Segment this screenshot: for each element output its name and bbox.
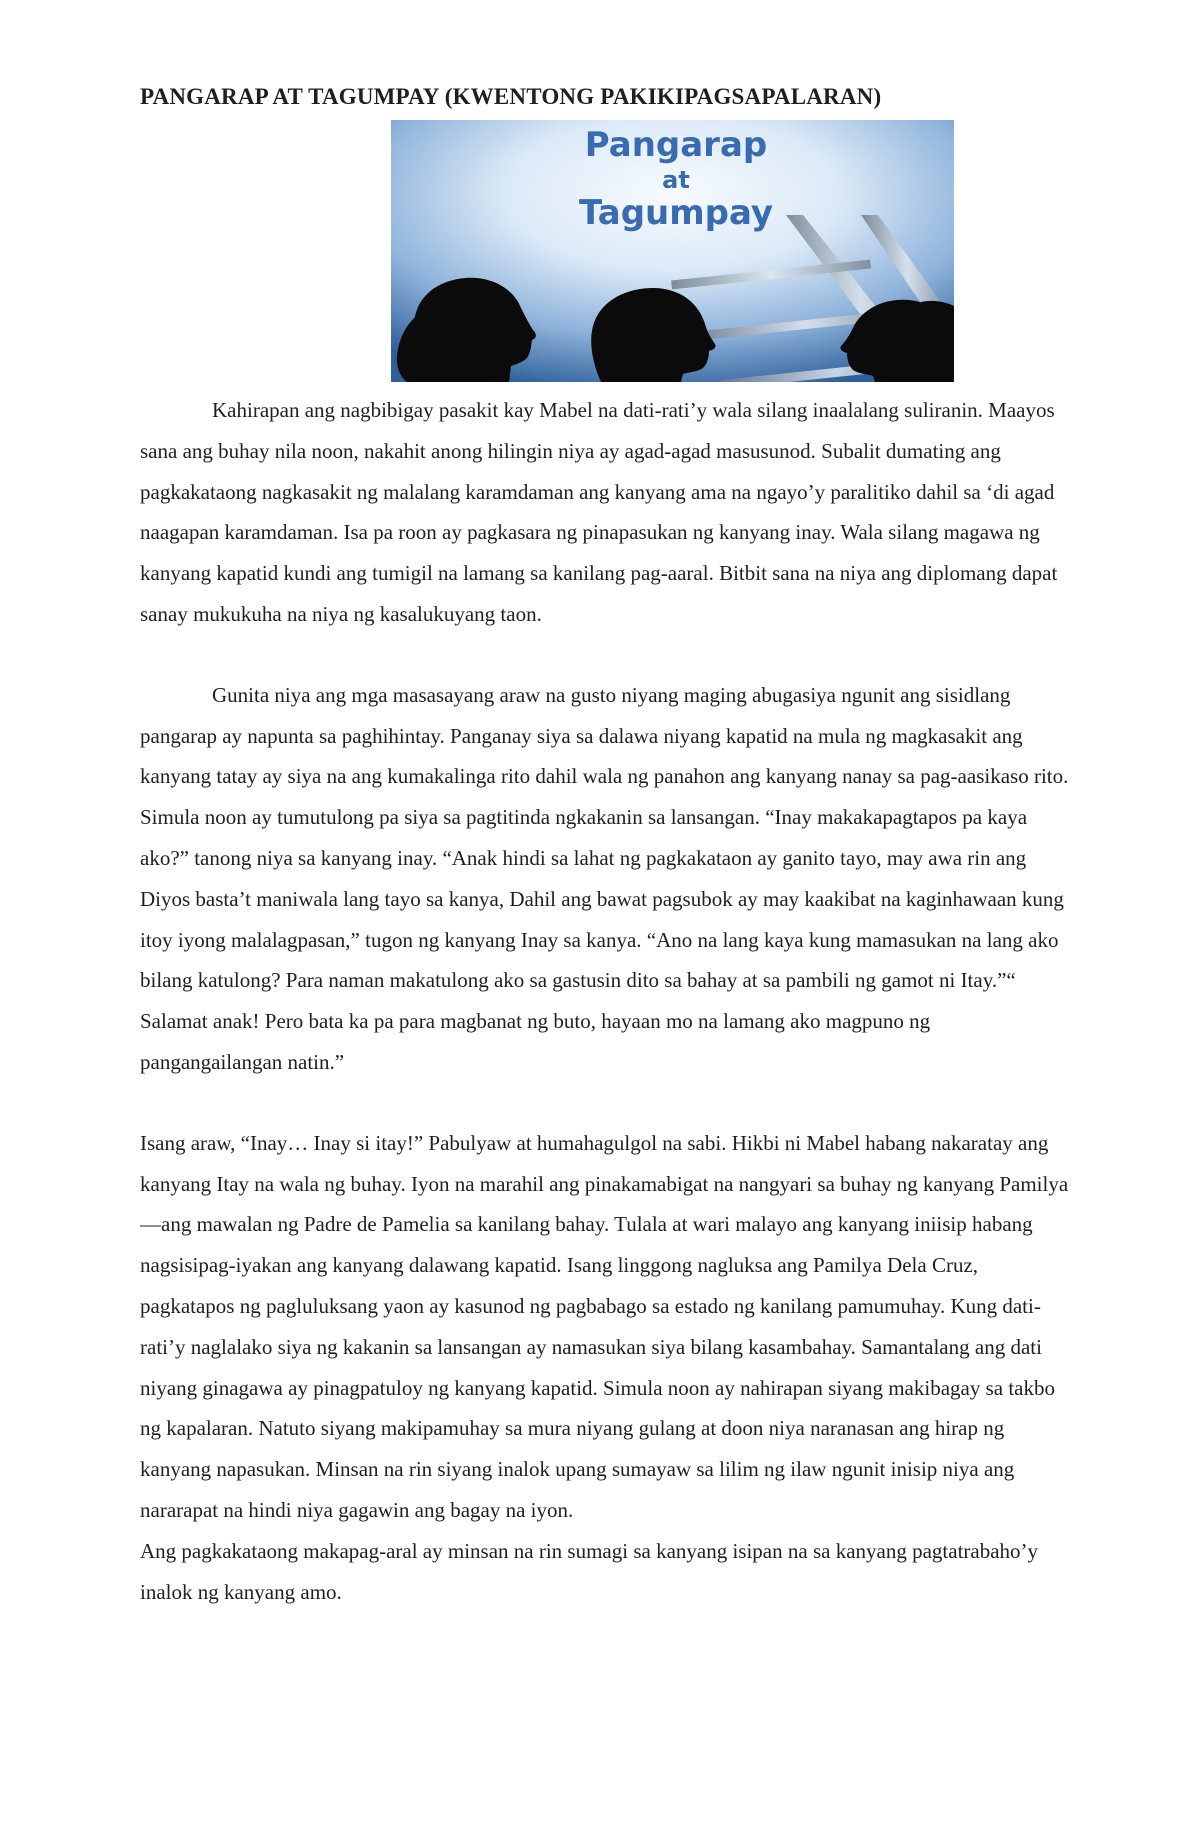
paragraph-3: Isang araw, “Inay… Inay si itay!” Pabulyaw at humahagulgol na sabi. Hikbi ni Mabel habang nakaratay ang kanyang Itay na wala ng buhay. Iyon na marahil ang pinakamabigat na nangyari sa buhay ng kanyang Pamilya—ang mawalan ng Padre de Pamelia sa kanilang bahay. Tulala at wari malayo ang kanyang iniisip habang nagsisipag-iyakan ang kanyang dalawang kapatid. Isang linggong nagluksa ang Pamilya Dela Cruz, pagkatapos ng pagluluksang yaon ay kasunod ng pagbabago sa estado ng kanilang pamumuhay. Kung dati-rati’y naglalako siya ng kakanin sa lansangan ay namasukan siya bilang kasambahay. Samantalang ang dati niyang ginagawa ay pinagpatuloy ng kanyang kapatid. Simula noon ay nahirapan siyang makibagay sa takbo ng kapalaran. Natuto siyang makipamuhay sa mura niyang gulang at doon niya naranasan ang hirap ng kanyang napasukan. Minsan na rin siyang inalok upang sumayaw sa lilim ng ilaw ngunit inisip niya ang nararapat na hindi niya gagawin ang bagay na iyon.: [140, 1130, 1069, 1522]
paragraph-4: Ang pagkakataong makapag-aral ay minsan na rin sumagi sa kanyang isipan na sa kanyang pagtatrabaho’y inalok ng kanyang amo.: [140, 1538, 1039, 1604]
paragraph-1: Kahirapan ang nagbibigay pasakit kay Mabel na dati-rati’y wala silang inaalalang suliranin. Maayos sana ang buhay nila noon, nakahit anong hilingin niya ay agad-agad masusunod. Subalit dumating ang pagkakataong nagkasakit ng malalang karamdaman ang kanyang ama na ngayo’y paralitiko dahil sa ‘di agad naagapan karamdaman. Isa pa roon ay pagkasara ng pinapasukan ng kanyang inay. Wala silang magawa ng kanyang kapatid kundi ang tumigil na lamang sa kanilang pag-aaral. Bitbit sana na niya ang diplomang dapat sanay mukukuha na niya ng kasalukuyang taon.: [140, 398, 1058, 626]
silhouettes-ladder-illustration: [391, 120, 954, 382]
document-page: [140, 84, 1070, 1612]
title-illustration: [391, 120, 954, 382]
paragraph-2: Gunita niya ang mga masasayang araw na gusto niyang maging abugasiya ngunit ang sisidlang pangarap ay napunta sa paghihintay. Panganay siya sa dalawa niyang kapatid na mula ng magkasakit ang kanyang tatay ay siya na ang kumakalinga rito dahil wala ng panahon ang kanyang nanay sa pag-aasikaso rito. Simula noon ay tumutulong pa siya sa pagtitinda ngkakanin sa lansangan. “Inay makakapagtapos pa kaya ako?” tanong niya sa kanyang inay. “Anak hindi sa lahat ng pagkakataon ay ganito tayo, may awa rin ang Diyos basta’t maniwala lang tayo sa kanya, Dahil ang bawat pagsubok ay may kaakibat na kaginhawaan kung itoy iyong malalagpasan,” tugon ng kanyang Inay sa kanya. “Ano na lang kaya kung mamasukan na lang ako bilang katulong? Para naman makatulong ako sa gastusin dito sa bahay at sa pambili ng gamot ni Itay.”“ Salamat anak! Pero bata ka pa para magbanat ng buto, hayaan mo na lamang ako magpuno ng pangangailangan natin.”: [140, 682, 1069, 1074]
illustration-title-line2: at: [662, 166, 690, 194]
story-body: [140, 390, 1070, 1612]
illustration-title-line1: Pangarap: [584, 125, 768, 165]
document-title: PANGARAP AT TAGUMPAY (KWENTONG PAKIKIPAGSAPALARAN): [140, 84, 882, 109]
illustration-title-line3: Tagumpay: [578, 193, 774, 233]
